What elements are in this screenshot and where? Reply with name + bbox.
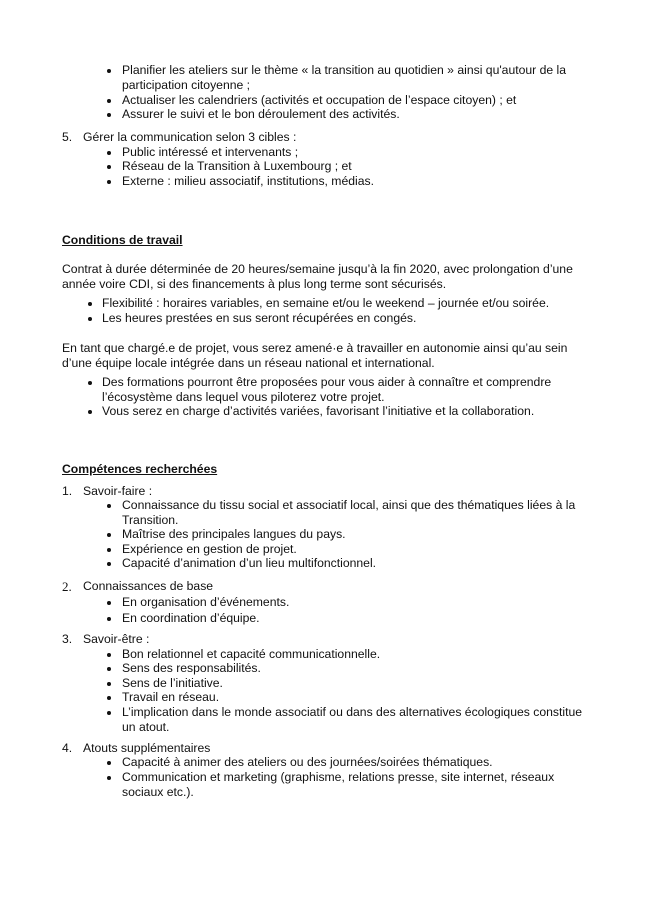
- list-item-text: Vous serez en charge d’activités variées, favorisant l’initiative et la collaboration.: [102, 404, 535, 418]
- list-item: [0, 145, 650, 160]
- item-number: 5.: [62, 130, 73, 144]
- list-item-text: L’implication dans le monde associatif ou dans des alternatives écologiques constitue un atout.: [122, 705, 583, 734]
- list-item: [0, 595, 650, 610]
- list-item: [0, 404, 650, 419]
- numbered-item: [0, 484, 650, 499]
- item-number: 2.: [62, 579, 72, 594]
- list-item-text: Expérience en gestion de projet.: [122, 542, 297, 556]
- list-item: [0, 542, 650, 557]
- list-item-text: Assurer le suivi et le bon déroulement des activités.: [122, 107, 400, 121]
- bullet-icon: [107, 761, 111, 765]
- list-item-text: Externe : milieu associatif, institutions, médias.: [122, 174, 374, 188]
- paragraph: Contrat à durée déterminée de 20 heures/semaine jusqu’à la fin 2020, avec prolongation d’une année voire CDI, si des financements à plus long terme sont sécurisés.: [62, 262, 573, 291]
- bullet-icon: [107, 562, 111, 566]
- bullet-icon: [107, 533, 111, 537]
- bullet-icon: [88, 302, 92, 306]
- item-label: Savoir-être :: [83, 632, 150, 646]
- bullet-icon: [107, 69, 111, 73]
- list-item: [0, 527, 650, 542]
- numbered-item: [0, 741, 650, 756]
- list-item: [0, 375, 650, 405]
- list-item: [0, 755, 650, 770]
- list-item-text: Sens de l’initiative.: [122, 676, 223, 690]
- list-item-text: Réseau de la Transition à Luxembourg ; et: [122, 159, 352, 173]
- list-item: [0, 676, 650, 691]
- list-item-text: En coordination d’équipe.: [122, 611, 260, 625]
- item-number: 3.: [62, 632, 73, 646]
- bullet-icon: [107, 711, 111, 715]
- list-item: [0, 498, 650, 528]
- bullet-icon: [107, 696, 111, 700]
- list-item-text: Capacité à animer des ateliers ou des journées/soirées thématiques.: [122, 755, 493, 769]
- bullet-icon: [107, 180, 111, 184]
- item-label: Connaissances de base: [83, 579, 214, 593]
- bullet-icon: [107, 617, 111, 621]
- list-item: [0, 63, 650, 93]
- item-label: Savoir-faire :: [83, 484, 153, 498]
- list-item: [0, 661, 650, 676]
- paragraph: En tant que chargé.e de projet, vous serez amené·e à travailler en autonomie ainsi qu’au sein d’une équipe locale intégrée dans un réseau national et international.: [62, 341, 568, 370]
- item-label: Gérer la communication selon 3 cibles :: [83, 130, 297, 144]
- bullet-icon: [88, 381, 92, 385]
- bullet-icon: [107, 653, 111, 657]
- list-item-text: Public intéressé et intervenants ;: [122, 145, 299, 159]
- list-item-text: Connaissance du tissu social et associatif local, ainsi que des thématiques liées à la Transition.: [122, 498, 576, 527]
- list-item: [0, 174, 650, 189]
- list-item-text: Bon relationnel et capacité communicationnelle.: [122, 647, 381, 661]
- list-item-text: Capacité d’animation d’un lieu multifonctionnel.: [122, 556, 377, 570]
- list-item: [0, 296, 650, 311]
- bullet-icon: [88, 317, 92, 321]
- list-item-text: Planifier les ateliers sur le thème « la transition au quotidien » ainsi qu'autour de la participation citoyenne ;: [122, 63, 567, 92]
- list-item: [0, 107, 650, 122]
- bullet-icon: [107, 151, 111, 155]
- list-item-text: Communication et marketing (graphisme, relations presse, site internet, réseaux sociaux etc.).: [122, 770, 555, 799]
- list-item-text: Des formations pourront être proposées pour vous aider à connaître et comprendre l’écosystème dans lequel vous piloterez votre projet.: [102, 375, 552, 404]
- list-item-text: Maîtrise des principales langues du pays.: [122, 527, 346, 541]
- list-item-text: En organisation d’événements.: [122, 595, 290, 609]
- list-item: [0, 159, 650, 174]
- bullet-icon: [107, 667, 111, 671]
- list-item: [0, 770, 650, 800]
- item-label: Atouts supplémentaires: [83, 741, 211, 755]
- list-item: [0, 556, 650, 571]
- list-item: [0, 611, 650, 626]
- list-item: [0, 311, 650, 326]
- list-item: [0, 690, 650, 705]
- item-number: 4.: [62, 741, 73, 755]
- numbered-item: [0, 632, 650, 647]
- list-item: [0, 647, 650, 662]
- numbered-item: [0, 579, 650, 594]
- list-item-text: Les heures prestées en sus seront récupérées en congés.: [102, 311, 417, 325]
- numbered-item: [0, 130, 650, 145]
- bullet-icon: [107, 165, 111, 169]
- bullet-icon: [88, 410, 92, 414]
- list-item: [0, 93, 650, 108]
- bullet-icon: [107, 776, 111, 780]
- bullet-icon: [107, 113, 111, 117]
- item-number: 1.: [62, 484, 73, 498]
- bullet-icon: [107, 99, 111, 103]
- list-item-text: Flexibilité : horaires variables, en semaine et/ou le weekend – journée et/ou soirée.: [102, 296, 550, 310]
- bullet-icon: [107, 682, 111, 686]
- section-heading: Conditions de travail: [62, 233, 183, 247]
- list-item-text: Actualiser les calendriers (activités et occupation de l’espace citoyen) ; et: [122, 93, 517, 107]
- bullet-icon: [107, 548, 111, 552]
- bullet-icon: [107, 504, 111, 508]
- list-item-text: Sens des responsabilités.: [122, 661, 261, 675]
- bullet-icon: [107, 601, 111, 605]
- list-item: [0, 705, 650, 735]
- section-heading: Compétences recherchées: [62, 462, 218, 476]
- list-item-text: Travail en réseau.: [122, 690, 220, 704]
